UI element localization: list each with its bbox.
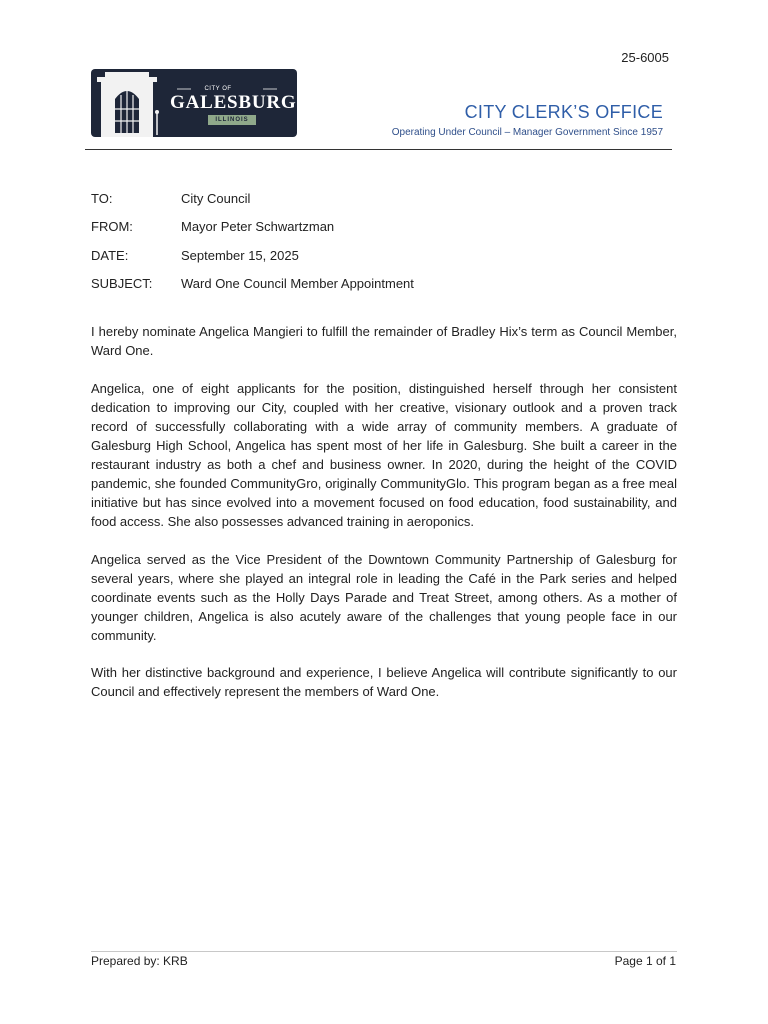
paragraph-community-service: Angelica served as the Vice President of the Downtown Community Partnership of Galesburg for several years, where she played an integral role in leading the Café in the Park series and helped coordinate events such as the Holly Days Parade and Treat Street, among others. As a mother of younger children, Angelica is also acutely aware of the challenges that young people face in our community. — [91, 552, 677, 643]
body-paragraph — [91, 663, 677, 701]
document-number: 25-6005 — [621, 50, 669, 65]
logo-city-name: GALESBURG — [170, 92, 297, 113]
memo-to-label: TO: — [91, 191, 113, 206]
logo-state: ILLINOIS — [208, 115, 256, 125]
office-title: CITY CLERK’S OFFICE — [464, 102, 663, 122]
memo-date-label: DATE: — [91, 248, 129, 263]
memo-subject-label: SUBJECT: — [91, 276, 153, 291]
logo-city-of: CITY OF — [204, 86, 232, 92]
memo-date-value: September 15, 2025 — [181, 248, 299, 263]
office-subtitle: Operating Under Council – Manager Government Since 1957 — [391, 127, 663, 138]
footer-page-number: Page 1 of 1 — [614, 954, 676, 968]
memo-subject-value: Ward One Council Member Appointment — [181, 276, 414, 291]
memo-to-value: City Council — [181, 191, 251, 206]
paragraph-background: Angelica, one of eight applicants for the position, distinguished herself through her consistent dedication to improving our City, coupled with her creative, visionary outlook and a proven track record of successfully collaborating with a wide array of community members. A graduate of Galesburg High School, Angelica has spent most of her life in Galesburg. She built a career in the restaurant industry as both a chef and business owner. In 2020, during the height of the COVID pandemic, she founded CommunityGro, originally CommunityGlo. This program began as a free meal initiative but has since evolved into a movement focused on food education, food sustainability, and food access. She also possesses advanced training in aeroponics. — [91, 381, 677, 529]
paragraph-closing: With her distinctive background and experience, I believe Angelica will contribute significantly to our Council and effectively represent the members of Ward One. — [91, 665, 677, 699]
body-paragraph — [91, 379, 677, 531]
body-paragraph — [91, 550, 677, 645]
header-divider — [85, 149, 672, 150]
footer-divider — [91, 951, 677, 952]
paragraph-nomination: I hereby nominate Angelica Mangieri to fulfill the remainder of Bradley Hix’s term as Council Member, Ward One. — [91, 324, 677, 358]
footer-prepared-by: Prepared by: KRB — [91, 954, 188, 968]
memo-from-value: Mayor Peter Schwartzman — [181, 219, 335, 234]
body-paragraph — [91, 322, 677, 360]
memo-from-label: FROM: — [91, 219, 133, 234]
